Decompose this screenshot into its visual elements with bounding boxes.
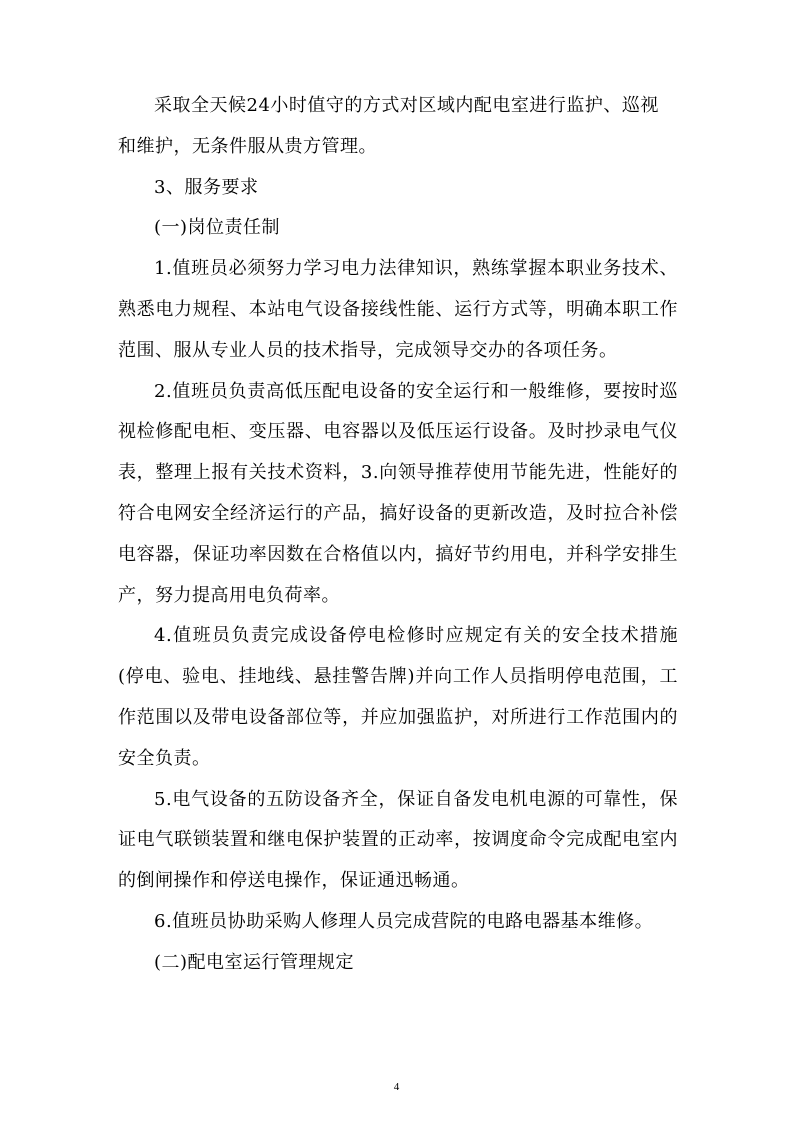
paragraph-item-5: 5.电气设备的五防设备齐全，保证自备发电机电源的可靠性，保证电气联锁装置和继电保护装置的正动率，按调度命令完成配电室内的倒闸操作和停送电操作，保证通迅畅通。 xyxy=(118,788,678,892)
section-heading-service-requirements: 3、服务要求 xyxy=(154,176,259,198)
paragraph-intro-line: 采取全天候24小时值守的方式对区域内配电室进行监护、巡视 xyxy=(154,95,659,116)
paragraph-intro-continuation: 和维护，无条件服从贵方管理。 xyxy=(118,135,377,157)
subsection-heading-operation-rules: (二)配电室运行管理规定 xyxy=(154,951,355,973)
paragraph-item-4: 4.值班员负责完成设备停电检修时应规定有关的安全技术措施(停电、验电、挂地线、悬挂警告牌)并向工作人员指明停电范围，工作范围以及带电设备部位等，并应加强监护，对所进行工作范围内的安全负责。 xyxy=(118,625,678,769)
paragraph-item-2: 2.值班员负责高低压配电设备的安全运行和一般维修，要按时巡视检修配电柜、变压器、电容器以及低压运行设备。及时抄录电气仪表，整理上报有关技术资料，3.向领导推荐使用节能先进，性能好的符合电网安全经济运行的产品，搞好设备的更新改造，及时拉合补偿电容器，保证功率因数在合格值以内，搞好节约用电，并科学安排生产，努力提高用电负荷率。 xyxy=(118,380,678,606)
document-body xyxy=(118,86,678,984)
page-number: 4 xyxy=(393,1081,400,1093)
paragraph-item-1: 1.值班员必须努力学习电力法律知识，熟练掌握本职业务技术、熟悉电力规程、本站电气设备接线性能、运行方式等，明确本职工作范围、服从专业人员的技术指导，完成领导交办的各项任务。 xyxy=(118,258,678,361)
subsection-heading-job-responsibility: (一)岗位责任制 xyxy=(154,217,281,239)
paragraph-item-6: 6.值班员协助采购人修理人员完成营院的电路电器基本维修。 xyxy=(154,910,654,932)
